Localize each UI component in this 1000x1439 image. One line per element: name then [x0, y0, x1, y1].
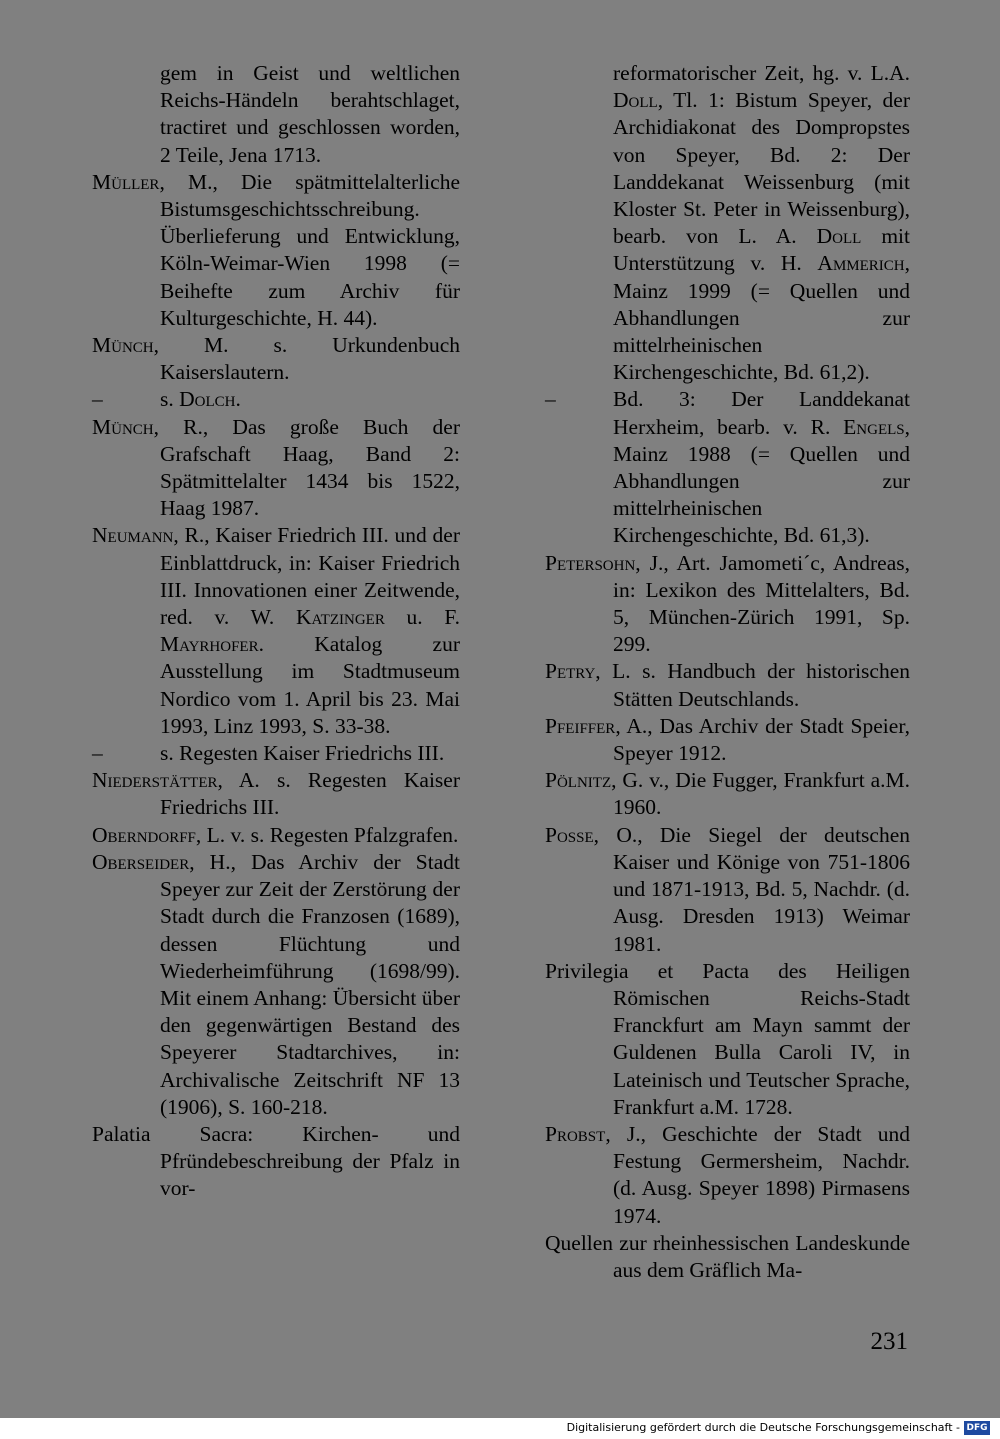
- bibliography-entry: gem in Geist und weltlichen Reichs-Händeln berahtschlaget, tractiret und geschlossen worden, 2 Teile, Jena 1713.: [160, 61, 460, 167]
- bibliography-entry: Oberseider, H., Das Archiv der Stadt Speyer zur Zeit der Zerstörung der Stadt durch die Franzosen (1689), dessen Flüchtung und Wiederheimführung (1698/99). Mit einem Anhang: Übersicht über den gegenwärtigen Bestand des Speyerer Stadtarchives, in: Archivalische Zeitschrift NF 13 (1906), S. 160-218.: [92, 849, 460, 1119]
- bibliography-entry: Pölnitz, G. v., Die Fugger, Frankfurt a.M. 1960.: [545, 768, 910, 820]
- bibliography-entry: – s. Regesten Kaiser Friedrichs III.: [92, 741, 445, 766]
- bibliography-entry: Palatia Sacra: Kirchen- und Pfründebeschreibung der Pfalz in vor-: [92, 1121, 460, 1201]
- bibliography-entry: – s. Dolch.: [92, 387, 241, 412]
- page-number: 231: [870, 1328, 908, 1355]
- left-column: [92, 60, 460, 1203]
- footer-bar: [0, 1418, 1000, 1439]
- bibliography-entry: Posse, O., Die Siegel der deutschen Kaiser und Könige von 751-1806 und 1871-1913, Bd. 5, Nachdr. (d. Ausg. Dresden 1913) Weimar 1981.: [545, 822, 910, 956]
- right-column: [545, 60, 910, 1284]
- bibliography-entry: Quellen zur rheinhessischen Landeskunde aus dem Gräflich Ma-: [545, 1230, 910, 1282]
- bibliography-entry: Neumann, R., Kaiser Friedrich III. und der Einblattdruck, in: Kaiser Friedrich III. Innovationen einer Zeitwende, red. v. W. Katzinger u. F. Mayrhofer. Katalog zur Ausstellung im Stadtmuseum Nordico vom 1. April bis 23. Mai 1993, Linz 1993, S. 33-38.: [92, 523, 460, 738]
- footer-funding-text: Digitalisierung gefördert durch die Deutsche Forschungsgemeinschaft -: [566, 1421, 960, 1434]
- dfg-logo-icon: DFG: [964, 1421, 990, 1435]
- bibliography-entry: Münch, M. s. Urkundenbuch Kaiserslautern.: [92, 333, 460, 385]
- bibliography-entry: Müller, M., Die spätmittelalterliche Bistumsgeschichtsschreibung. Überlieferung und Entwicklung, Köln-Weimar-Wien 1998 (= Beihefte zum Archiv für Kulturgeschichte, H. 44).: [92, 169, 460, 330]
- bibliography-entry: reformatorischer Zeit, hg. v. L.A. Doll, Tl. 1: Bistum Speyer, der Archidiakonat des Dompropstes von Speyer, Bd. 2: Der Landdekanat Weissenburg (mit Kloster St. Peter in Weissenburg), bearb. von L. A. Doll mit Unterstützung v. H. Ammerich, Mainz 1999 (= Quellen und Abhandlungen zur mittelrheinischen Kirchengeschichte, Bd. 61,2).: [613, 61, 911, 385]
- bibliography-entry: Petersohn, J., Art. Jamometi´c, Andreas, in: Lexikon des Mittelalters, Bd. 5, München-Zürich 1991, Sp. 299.: [545, 550, 910, 657]
- bibliography-entry: Münch, R., Das große Buch der Grafschaft Haag, Band 2: Spätmittelalter 1434 bis 1522, Haag 1987.: [92, 414, 460, 521]
- bibliography-entry: Petry, L. s. Handbuch der historischen Stätten Deutschlands.: [545, 659, 910, 711]
- bibliography-entry: Probst, J., Geschichte der Stadt und Festung Germersheim, Nachdr. (d. Ausg. Speyer 1898) Pirmasens 1974.: [545, 1121, 910, 1228]
- bibliography-entry: Oberndorff, L. v. s. Regesten Pfalzgrafen.: [92, 822, 459, 847]
- bibliography-entry: Pfeiffer, A., Das Archiv der Stadt Speier, Speyer 1912.: [545, 713, 910, 766]
- bibliography-entry: Privilegia et Pacta des Heiligen Römischen Reichs-Stadt Franckfurt am Mayn sammt der Guldenen Bulla Caroli IV, in Lateinisch und Teutscher Sprache, Frankfurt a.M. 1728.: [545, 958, 910, 1119]
- bibliography-entry: – Bd. 3: Der Landdekanat Herxheim, bearb. v. R. Engels, Mainz 1988 (= Quellen und Abhandlungen zur mittelrheinischen Kirchengeschichte, Bd. 61,3).: [545, 387, 910, 548]
- bibliography-entry: Niederstätter, A. s. Regesten Kaiser Friedrichs III.: [92, 768, 460, 820]
